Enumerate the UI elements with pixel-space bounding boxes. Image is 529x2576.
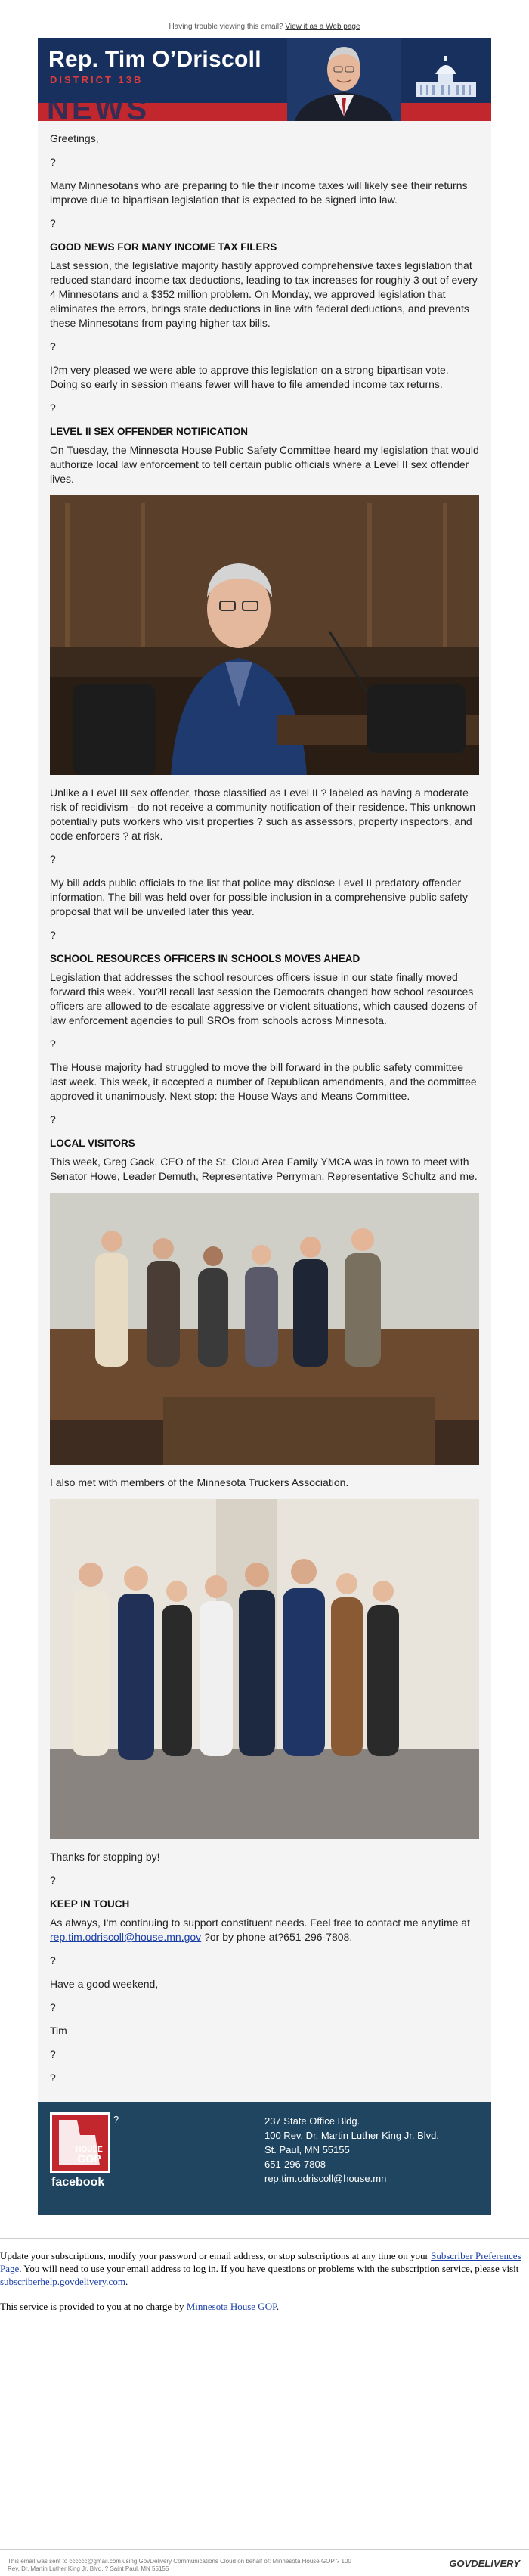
placeholder-char: ? <box>50 402 56 414</box>
section-title-sex-offender: LEVEL II SEX OFFENDER NOTIFICATION <box>50 426 249 437</box>
govdelivery-footer <box>0 2541 529 2576</box>
placeholder-char: ? <box>50 1113 56 1125</box>
intro-paragraph: Many Minnesotans who are preparing to file their income taxes will likely see their returns improve due to bipartisan legislation that is expected to be signed into law. <box>50 179 468 206</box>
address-line-2: 100 Rev. Dr. Martin Luther King Jr. Blvd. <box>264 2130 439 2141</box>
subscription-text-end: . <box>125 2276 128 2287</box>
logo-text-gop: GOP <box>77 2152 101 2165</box>
subscription-paragraph <box>0 2249 529 2288</box>
sent-to-line-1: This email was sent to cccccc@gmail.com using GovDelivery Communications Cloud on behalf of: Minnesota House GOP ? 100 <box>8 2558 351 2565</box>
divider <box>0 2238 529 2239</box>
subscriber-preferences-link[interactable]: Subscriber Preferences Page <box>0 2250 521 2274</box>
placeholder-char: ? <box>50 156 56 168</box>
keep-in-touch-post: ?or by phone at?651-296-7808. <box>201 1931 353 1943</box>
banner-news-text: NEWS <box>47 93 150 121</box>
school-officers-paragraph-1: Legislation that addresses the school resources officers issue in our state finally moved forward this week. You?ll recall last session the Democrats changed how school resources officers are allowed to de-escalate aggressive or violent situations, which caused dozens of law enforcement agencies to pull SROs from schools across Minnesota. <box>50 971 477 1026</box>
local-visitors-paragraph-2: I also met with members of the Minnesota Truckers Association. <box>50 1476 349 1488</box>
subscription-notice <box>0 2215 529 2313</box>
truckers-group-photo <box>50 1499 479 1839</box>
banner-district: DISTRICT 13B <box>50 74 144 85</box>
thanks-line: Thanks for stopping by! <box>50 1851 160 1863</box>
newsletter-body <box>38 121 491 2102</box>
provider-text-pre: This service is provided to you at no charge by <box>0 2301 187 2312</box>
address-line-3: St. Paul, MN 55155 <box>264 2144 350 2155</box>
sex-offender-paragraph-3: My bill adds public officials to the list that police may disclose Level II predatory offender information. The bill was held over for possible inclusion in a comprehensive public safety proposal that will be unveiled later this year. <box>50 877 469 917</box>
placeholder-char: ? <box>50 2001 56 2013</box>
web-view-prefix: Having trouble viewing this email? <box>169 23 283 31</box>
weekend-line: Have a good weekend, <box>50 1978 159 1990</box>
school-officers-paragraph-2: The House majority had struggled to move the bill forward in the public safety committee last week. This week, it accepted a number of Republican amendments, and the committee approved it unanimously. Next stop: the House Ways and Means Committee. <box>50 1061 477 1102</box>
provider-paragraph <box>0 2300 529 2313</box>
provider-text-end: . <box>276 2301 280 2312</box>
footer-placeholder-char: ? <box>113 2114 119 2125</box>
income-tax-paragraph-1: Last session, the legislative majority hastily approved comprehensive taxes legislation that reduced standard income tax deductions, leading to tax increases for roughly 3 out of every 4 Minnesotans and a $352 million problem. On Monday, we approved legislation that eliminates the errors, brings state deductions in line with federal deductions, and prevents these Minnesotans from paying higher tax bills. <box>50 259 478 329</box>
house-gop-link[interactable]: Minnesota House GOP <box>186 2301 277 2312</box>
placeholder-char: ? <box>50 1954 56 1966</box>
email-container <box>38 38 491 2215</box>
subscription-text-mid: . You will need to use your email address to log in. If you have questions or problems with the subscription service, please visit <box>19 2263 519 2274</box>
sex-offender-paragraph-2: Unlike a Level III sex offender, those classified as Level II ? labeled as having a moderate risk of recidivism - do not receive a community notification of their residence. This unknown potentially puts workers who visit properties ? such as assessors, property inspectors, and code enforcers ? at risk. <box>50 787 476 842</box>
web-view-link[interactable]: View it as a Web page <box>285 23 360 31</box>
facebook-link[interactable]: facebook <box>51 2176 105 2189</box>
placeholder-char: ? <box>50 2048 56 2060</box>
rep-email-link[interactable]: rep.tim.odriscoll@house.mn.gov <box>50 1931 202 1943</box>
govdelivery-logo[interactable]: GOVDELIVERY <box>449 2558 520 2569</box>
greeting: Greetings, <box>50 132 99 144</box>
capitol-icon <box>408 54 484 100</box>
contact-footer <box>38 2102 491 2215</box>
office-phone: 651-296-7808 <box>264 2159 326 2170</box>
committee-hearing-photo <box>50 495 479 775</box>
subscription-text-pre: Update your subscriptions, modify your password or email address, or stop subscriptions at any time on your <box>0 2250 432 2261</box>
ymca-group-photo <box>50 1193 479 1465</box>
subscriber-help-link[interactable]: subscriberhelp.govdelivery.com <box>0 2276 125 2287</box>
keep-in-touch-paragraph <box>50 1916 479 1944</box>
local-visitors-paragraph-1: This week, Greg Gack, CEO of the St. Cloud Area Family YMCA was in town to meet with Senator Howe, Leader Demuth, Representative Perryman, Representative Schultz and me. <box>50 1156 478 1182</box>
section-title-income-tax: GOOD NEWS FOR MANY INCOME TAX FILERS <box>50 241 277 253</box>
house-gop-logo[interactable] <box>50 2112 110 2173</box>
placeholder-char: ? <box>50 1874 56 1886</box>
signature: Tim <box>50 2025 67 2037</box>
income-tax-paragraph-2: I?m very pleased we were able to approve this legislation on a strong bipartisan vote. Doing so early in session means fewer will have to file amended income tax returns. <box>50 364 449 390</box>
placeholder-char: ? <box>50 929 56 941</box>
divider <box>0 2549 529 2550</box>
logo-text-house: HOUSE <box>76 2146 103 2154</box>
web-view-notice <box>0 0 529 38</box>
sex-offender-paragraph-1: On Tuesday, the Minnesota House Public Safety Committee heard my legislation that would authorize local law enforcement to tell certain public officials where a Level II sex offender lives. <box>50 444 479 485</box>
newsletter-banner <box>38 38 491 121</box>
section-title-school-officers: SCHOOL RESOURCES OFFICERS IN SCHOOLS MOVES AHEAD <box>50 953 360 964</box>
banner-rep-name: Rep. Tim O’Driscoll <box>48 47 261 72</box>
placeholder-char: ? <box>50 340 56 352</box>
office-address <box>264 2114 439 2186</box>
placeholder-char: ? <box>50 853 56 865</box>
sent-to-line-2: Rev. Dr. Martin Luther King Jr. Blvd. ? Saint Paul, MN 55155 <box>8 2565 169 2572</box>
section-title-local-visitors: LOCAL VISITORS <box>50 1137 135 1149</box>
rep-portrait-image <box>287 38 401 121</box>
section-title-keep-in-touch: KEEP IN TOUCH <box>50 1898 130 1910</box>
office-email[interactable]: rep.tim.odriscoll@house.mn <box>264 2173 387 2184</box>
keep-in-touch-pre: As always, I'm continuing to support constituent needs. Feel free to contact me anytime at <box>50 1916 470 1929</box>
placeholder-char: ? <box>50 1038 56 1050</box>
address-line-1: 237 State Office Bldg. <box>264 2115 360 2127</box>
placeholder-char: ? <box>50 2072 56 2084</box>
placeholder-char: ? <box>50 217 56 229</box>
